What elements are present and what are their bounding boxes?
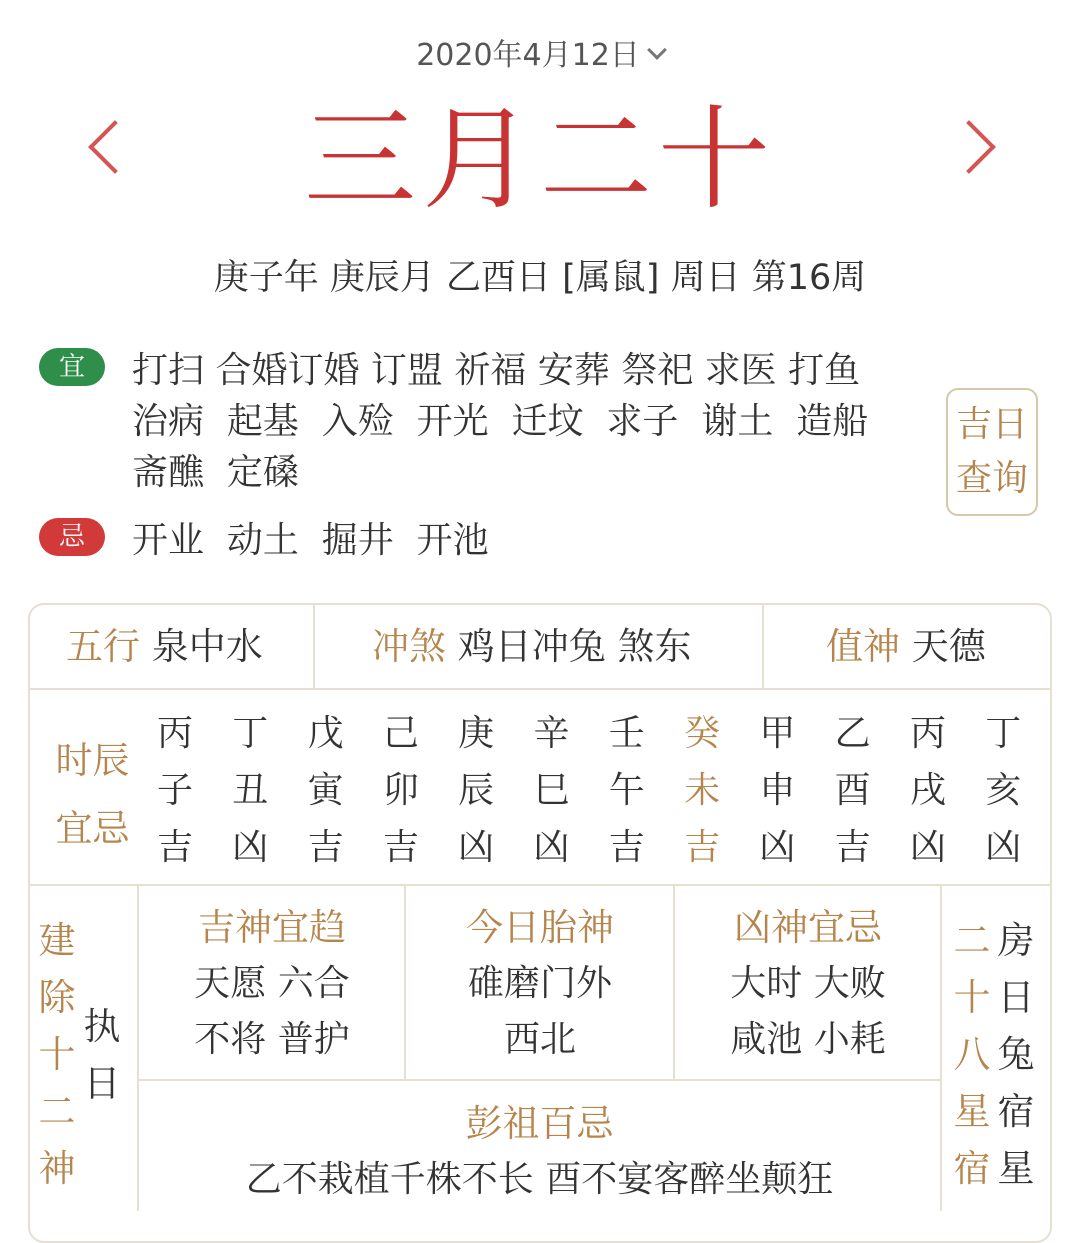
- yi-line: 打扫 合婚订婚 订盟 祈福 安葬 祭祀 求医 打鱼: [132, 350, 861, 391]
- jianchu-char: 神: [38, 1147, 76, 1190]
- xiongshen-line: 大时 大败: [730, 963, 886, 1004]
- zhishen-label: 值神: [826, 625, 900, 668]
- shichen-column: [301, 705, 351, 876]
- shichen-gan: 丙: [909, 713, 946, 754]
- shichen-luck: 吉: [684, 827, 721, 868]
- pengzu-title: 彭祖百忌: [465, 1102, 614, 1145]
- taishen-box: [406, 900, 674, 1068]
- jianchu-label: [35, 912, 79, 1197]
- divider: [313, 605, 315, 689]
- xiu-value-char: 房: [997, 919, 1035, 962]
- shichen-zhi: 丑: [232, 770, 269, 811]
- divider: [139, 1079, 940, 1081]
- shichen-column: [150, 705, 200, 876]
- taishen-line: 碓磨门外: [467, 963, 612, 1004]
- jiri-query-button[interactable]: [946, 388, 1038, 516]
- xiongshen-box: [675, 900, 941, 1068]
- shichen-column: [451, 705, 501, 876]
- wuxing-value: 泉中水: [151, 625, 263, 668]
- xiu-char: 宿: [953, 1147, 991, 1190]
- ganzhi-line: 庚子年 庚辰月 乙酉日 [属鼠] 周日 第16周: [213, 258, 867, 298]
- xiu-value: [994, 912, 1038, 1197]
- jianchu-char: 建: [38, 919, 76, 962]
- xiu-char: 十: [953, 976, 991, 1019]
- shichen-luck: 凶: [909, 827, 946, 868]
- date-selector[interactable]: [0, 30, 1080, 74]
- ji-badge: 忌: [39, 518, 105, 556]
- zhishen-cell: [826, 622, 986, 672]
- yi-badge: 宜: [39, 348, 105, 386]
- shichen-luck: 凶: [985, 827, 1022, 868]
- xiu-char: 星: [953, 1090, 991, 1133]
- yi-line: 治病 起基 入殓 开光 迁坟 求子 谢土 造船: [132, 401, 869, 442]
- shichen-zhi: 酉: [834, 770, 871, 811]
- shichen-column: [225, 705, 275, 876]
- shichen-luck: 吉: [307, 827, 344, 868]
- wuxing-cell: [66, 622, 263, 672]
- jianchu-char: 二: [38, 1090, 76, 1133]
- zhishen-value: 天德: [911, 625, 986, 668]
- yi-list: [132, 345, 922, 498]
- jianchu-value-char: 执: [83, 1005, 121, 1048]
- chongsha-label: 冲煞: [372, 625, 446, 668]
- xiu-value-char: 日: [997, 976, 1035, 1019]
- shichen-zhi: 子: [156, 770, 193, 811]
- shichen-gan: 丁: [985, 713, 1022, 754]
- taishen-title: 今日胎神: [466, 906, 614, 949]
- shichen-column: [752, 705, 802, 876]
- yiji-label: 宜忌: [55, 807, 130, 850]
- shichen-luck: 吉: [156, 827, 193, 868]
- jianchu-char: 除: [38, 976, 76, 1019]
- shichen-gan: 庚: [458, 713, 495, 754]
- shichen-zhi: 午: [608, 770, 645, 811]
- jishen-line: 天愿 六合: [194, 963, 350, 1004]
- shichen-column: [527, 705, 577, 876]
- divider: [940, 886, 942, 1211]
- shichen-luck: 吉: [608, 827, 645, 868]
- shichen-gan: 丙: [156, 713, 193, 754]
- shichen-gan: 甲: [759, 713, 796, 754]
- shichen-luck: 吉: [834, 827, 871, 868]
- jianchu-value-char: 日: [83, 1062, 121, 1105]
- ji-list: 开业 动土 掘井 开池: [132, 520, 489, 561]
- shichen-zhi: 亥: [985, 770, 1022, 811]
- taishen-line: 西北: [503, 1019, 576, 1060]
- shichen-column: [828, 705, 878, 876]
- shichen-gan: 乙: [834, 713, 871, 754]
- divider: [762, 605, 764, 689]
- shichen-label: 时辰: [55, 739, 130, 782]
- shichen-gan: 己: [382, 713, 419, 754]
- shichen-gan: 壬: [608, 713, 645, 754]
- shichen-zhi: 寅: [307, 770, 344, 811]
- shichen-luck: 凶: [533, 827, 570, 868]
- shichen-luck: 凶: [759, 827, 796, 868]
- jianchu-char: 十: [38, 1033, 76, 1076]
- jishen-box: [139, 900, 405, 1068]
- shichen-column: [376, 705, 426, 876]
- shichen-column: [978, 705, 1028, 876]
- shichen-luck: 凶: [458, 827, 495, 868]
- chongsha-value: 鸡日冲兔 煞东: [457, 625, 692, 668]
- shichen-luck: 凶: [232, 827, 269, 868]
- jishen-title: 吉神宜趋: [198, 906, 346, 949]
- xiu-char: 八: [953, 1033, 991, 1076]
- shichen-column: [602, 705, 652, 876]
- xiongshen-line: 咸池 小耗: [730, 1019, 886, 1060]
- xiu-char: 二: [953, 919, 991, 962]
- shichen-gan: 辛: [533, 713, 570, 754]
- jiri-query-line1: 吉日: [955, 404, 1028, 445]
- chongsha-cell: [372, 622, 692, 672]
- xiu-value-char: 星: [997, 1147, 1035, 1190]
- xiu-label: [950, 912, 994, 1197]
- shichen-zhi: 戌: [909, 770, 946, 811]
- divider: [30, 688, 1050, 690]
- pengzu-text: 乙不栽植千株不长 酉不宴客醉坐颠狂: [245, 1159, 834, 1200]
- wuxing-label: 五行: [66, 625, 140, 668]
- pengzu-box: [139, 1096, 940, 1208]
- shichen-column: [903, 705, 953, 876]
- shichen-gan: 戊: [307, 713, 344, 754]
- jishen-line: 不将 普护: [194, 1019, 350, 1060]
- shichen-gan: 癸: [684, 713, 721, 754]
- xiongshen-title: 凶神宜忌: [734, 906, 882, 949]
- shichen-gan: 丁: [232, 713, 269, 754]
- shichen-zhi: 卯: [382, 770, 419, 811]
- lunar-date: 三月二十: [304, 95, 776, 225]
- shichen-zhi: 巳: [533, 770, 570, 811]
- chevron-down-icon: [647, 40, 667, 60]
- xiu-value-char: 宿: [997, 1090, 1035, 1133]
- shichen-zhi: 辰: [458, 770, 495, 811]
- xiu-value-char: 兔: [997, 1033, 1035, 1076]
- shichen-zhi: 申: [759, 770, 796, 811]
- shichen-column: [677, 705, 727, 876]
- jiri-query-line2: 查询: [955, 458, 1028, 499]
- date-text: 2020年4月12日: [416, 38, 640, 73]
- shichen-luck: 吉: [382, 827, 419, 868]
- jianchu-value: [80, 998, 124, 1112]
- shichen-zhi: 未: [684, 770, 721, 811]
- yi-line: 斋醮 定磉: [132, 452, 299, 493]
- divider: [30, 884, 1050, 886]
